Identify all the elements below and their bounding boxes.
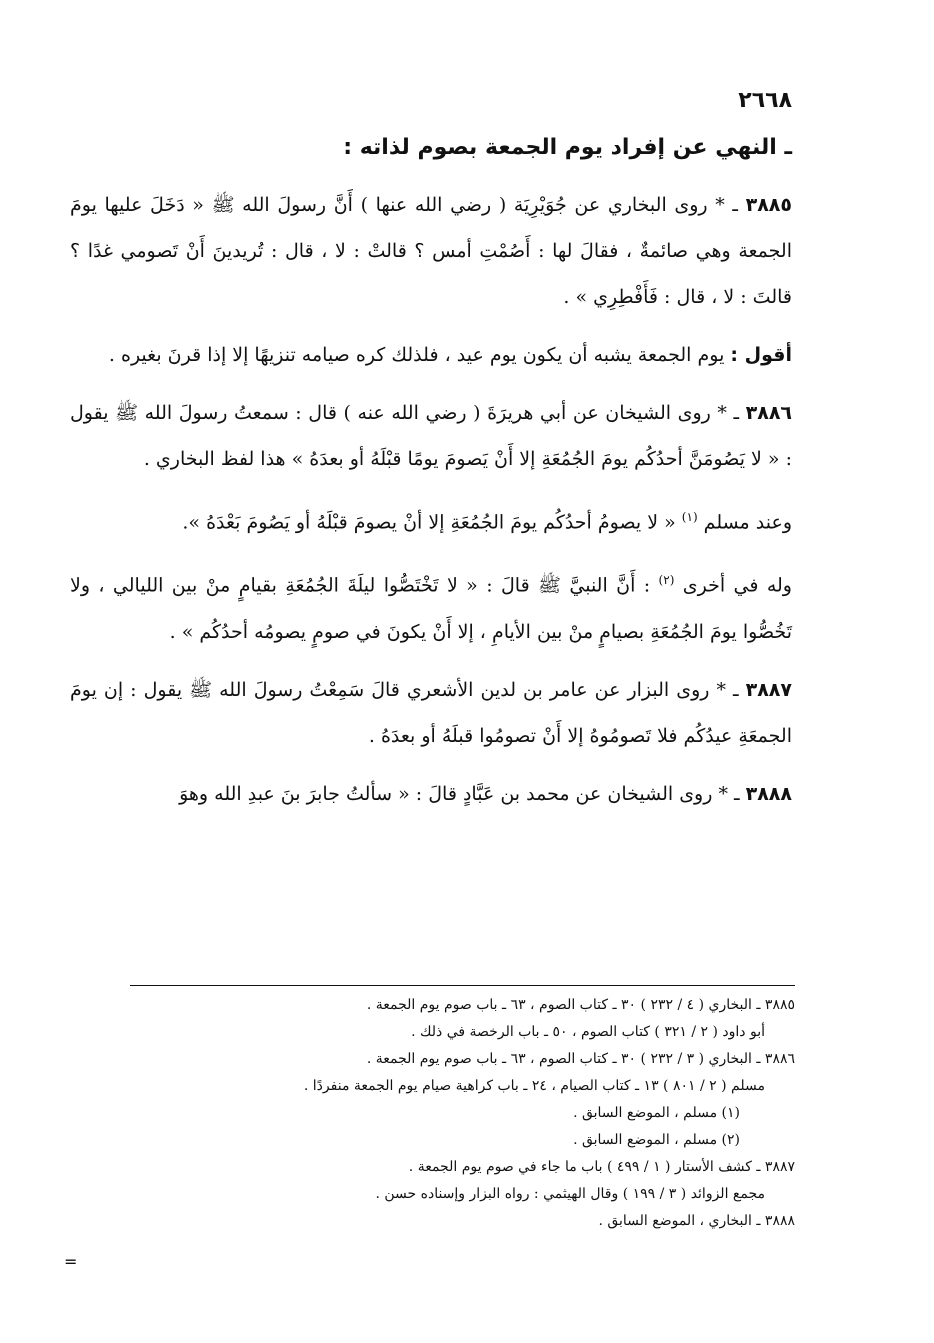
section-heading: ـ النهي عن إفراد يوم الجمعة بصوم لذاته : [343,135,792,160]
muslim-narration-1 [70,494,792,545]
footnote-ref[interactable]: (١) [681,510,698,524]
hadith-number: ٣٨٨٦ [745,402,793,424]
footnote-line: مسلم ( ٢ / ٨٠١ ) ١٣ ـ كتاب الصيام ، ٢٤ ـ باب كراهية صيام يوم الجمعة منفردًا . [303,1078,765,1094]
footnote-line: ٣٨٨٧ ـ كشف الأستار ( ١ / ٤٩٩ ) باب ما جاء في صوم يوم الجمعة . [408,1159,795,1175]
narration-text: : أَنَّ النبيَّ ﷺ قالَ : « لا تَخْتَصُّوا ليلَةَ الجُمُعَةِ بقيامٍ منْ بين الليالي ، ولا تَخُصُّوا يومَ الجُمُعَةِ بصيامٍ منْ بين الأيامِ ، إلا أَنْ يكونَ في صومٍ يصومُه أحدُكُم » . [70,574,792,643]
narration-intro: وعند مسلم [703,511,792,534]
muslim-narration-2 [70,557,792,654]
hadith-3886 [70,390,792,482]
footnote-ref[interactable]: (٢) [658,573,675,588]
comment-label: أقول : [730,344,792,366]
hadith-text: ـ * روى الشيخان عن أبي هريرَةَ ( رضي الله عنه ) قال : سمعتُ رسولَ الله ﷺ يقول : « لا يَصُومَنَّ أحدُكُم يومَ الجُمُعَةِ إلا أَنْ يَصومَ يومًا قبْلَهُ أو بعدَهُ » هذا لفظ البخاري . [70,402,792,470]
page-number: ٢٦٦٨ [738,88,792,113]
narration-text: « لا يصومُ أحدُكُم يومَ الجُمُعَةِ إلا أنْ يصومَ قبْلَهُ أو يَصُومَ بَعْدَهُ ». [182,511,676,534]
hadith-3887 [70,667,792,759]
footnote-line: ٣٨٨٥ ـ البخاري ( ٤ / ٢٣٢ ) ٣٠ ـ كتاب الصوم ، ٦٣ ـ باب صوم يوم الجمعة . [366,997,795,1013]
hadith-3885 [70,182,792,320]
hadith-text: ـ * روى البزار عن عامر بن لدين الأشعري قالَ سَمِعْتُ رسولَ الله ﷺ يقول : إن يومَ الجمعَةِ عيدُكُم فلا تَصومُوهُ إلا أَنْ تصومُوا قبلَهُ أو بعدَهُ . [70,678,792,747]
comment-text: يوم الجمعة يشبه أن يكون يوم عيد ، فلذلك كره صيامه تنزيهًا إلا إذا قرنَ بغيره . [108,344,725,366]
footnote-line: ٣٨٨٦ ـ البخاري ( ٣ / ٢٣٢ ) ٣٠ ـ كتاب الصوم ، ٦٣ ـ باب صوم يوم الجمعة . [366,1051,795,1067]
footnote-line: مجمع الزوائد ( ٣ / ١٩٩ ) وقال الهيثمي : رواه البزار وإسناده حسن . [375,1186,765,1202]
footnote-line: ٣٨٨٨ ـ البخاري ، الموضع السابق . [598,1213,795,1229]
hadith-number: ٣٨٨٧ [745,678,792,701]
hadith-3888 [70,771,792,817]
footnote-line: (٢) مسلم ، الموضع السابق . [573,1132,740,1148]
hadith-number: ٣٨٨٥ [745,194,792,216]
footnotes [70,992,795,1235]
footnote-line: أبو داود ( ٢ / ٣٢١ ) كتاب الصوم ، ٥٠ ـ باب الرخصة في ذلك . [411,1024,765,1040]
hadith-text: ـ * روى البخاري عن جُوَيْرِيَة ( رضي الله عنها ) أَنَّ رسولَ الله ﷺ « دَخَلَ عليها يومَ الجمعة وهي صائمةٌ ، فقالَ لها : أَصُمْتِ أمس ؟ قالتْ : لا ، قال : تُريدينَ أَنْ تَصومي غدًا ؟ قالتَ : لا ، قال : فَأَفْطِرِي » . [70,194,792,308]
narration-intro: وله في أخرى [682,574,792,597]
hadith-number: ٣٨٨٨ [745,782,792,805]
margin-mark: = [64,1252,78,1271]
hadith-text: ـ * روى الشيخان عن محمد بن عَبَّادٍ قالَ : « سألتُ جابرَ بنَ عبدِ الله وهوَ [179,782,740,805]
footnote-divider [130,985,795,986]
footnote-line: (١) مسلم ، الموضع السابق . [573,1105,740,1121]
page-body [70,88,792,829]
author-comment [70,332,792,378]
